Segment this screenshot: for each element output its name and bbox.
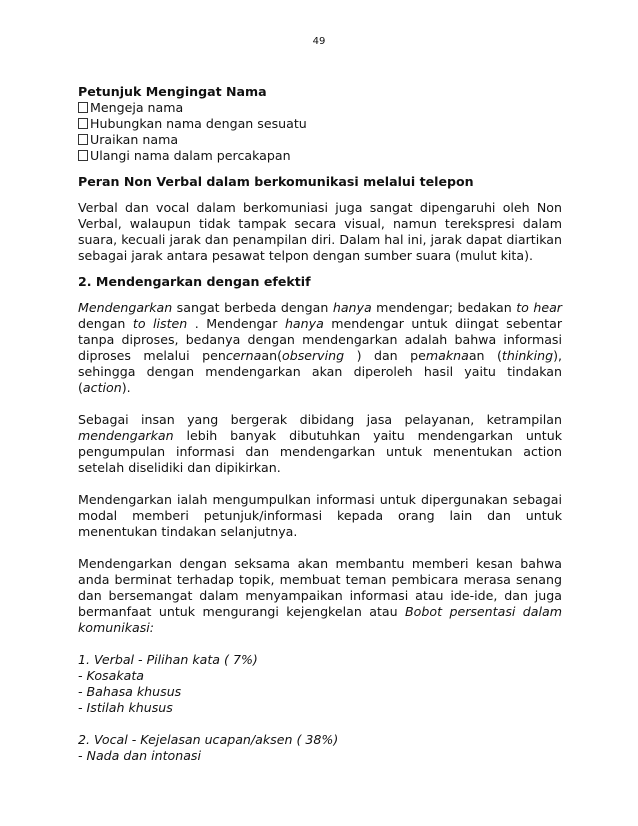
section-title-nonverbal: Peran Non Verbal dalam berkomunikasi melalui telepon <box>78 174 474 189</box>
list-item: Hubungkan nama dengan sesuatu <box>78 116 562 132</box>
list-item: - Nada dan intonasi <box>78 748 201 763</box>
list-item: Ulangi nama dalam percakapan <box>78 148 562 164</box>
vocal-title: 2. Vocal - Kejelasan ucapan/aksen ( 38%) <box>78 732 339 747</box>
page-number: 49 <box>312 36 326 47</box>
list-item: Uraikan nama <box>78 132 562 148</box>
paragraph-listening-3: Mendengarkan ialah mengumpulkan informasi untuk dipergunakan sebagai modal memberi petunjuk/informasi kepada orang lain dan untuk menentukan tindakan selanjutnya. <box>78 492 562 539</box>
verbal-title: 1. Verbal - Pilihan kata ( 7%) <box>78 652 258 667</box>
checkbox-icon <box>78 102 88 113</box>
paragraph-listening-4: Mendengarkan dengan seksama akan membantu memberi kesan bahwa anda berminat terhadap topik, membuat teman pembicara merasa senang dan bersemangat dalam menyampaikan informasi atau ide-ide, dan juga bermanfaat untuk mengurangi kejengkelan atau Bobot persentasi dalam komunikasi: <box>78 556 562 635</box>
list-item: - Bahasa khusus <box>78 684 182 699</box>
section-title-remember-names: Petunjuk Mengingat Nama <box>78 84 267 99</box>
list-item: - Kosakata <box>78 668 145 683</box>
paragraph-listening-1: Mendengarkan sangat berbeda dengan hanya mendengar; bedakan to hear dengan to listen . Mendengar hanya mendengar untuk diingat sebentar tanpa diproses, bedanya dengan mendengarkan adalah bahwa informasi diproses melalui pencernaan(observing ) dan pemaknaan (thinking), sehingga dengan mendengarkan akan diperoleh hasil yaitu tindakan (action). <box>78 300 563 395</box>
checkbox-icon <box>78 118 88 129</box>
paragraph-listening-2: Sebagai insan yang bergerak dibidang jasa pelayanan, ketrampilan mendengarkan lebih banyak dibutuhkan yaitu mendengarkan untuk pengumpulan informasi dan mendengarkan untuk menentukan action setelah diselidiki dan dipikirkan. <box>78 412 562 475</box>
list-item: Mengeja nama <box>78 100 562 116</box>
paragraph-nonverbal: Verbal dan vocal dalam berkomuniasi juga sangat dipengaruhi oleh Non Verbal, walaupun tidak tampak secara visual, namun terekspresi dalam suara, kecuali jarak dan penampilan diri. Dalam hal ini, jarak dapat diartikan sebagai jarak antara pesawat telpon dengan sumber suara (mulut kita). <box>78 200 562 263</box>
checkbox-icon <box>78 134 88 145</box>
section-title-listening: 2. Mendengarkan dengan efektif <box>78 274 311 289</box>
list-item: - Istilah khusus <box>78 700 173 715</box>
checkbox-icon <box>78 150 88 161</box>
page-content <box>78 84 562 764</box>
